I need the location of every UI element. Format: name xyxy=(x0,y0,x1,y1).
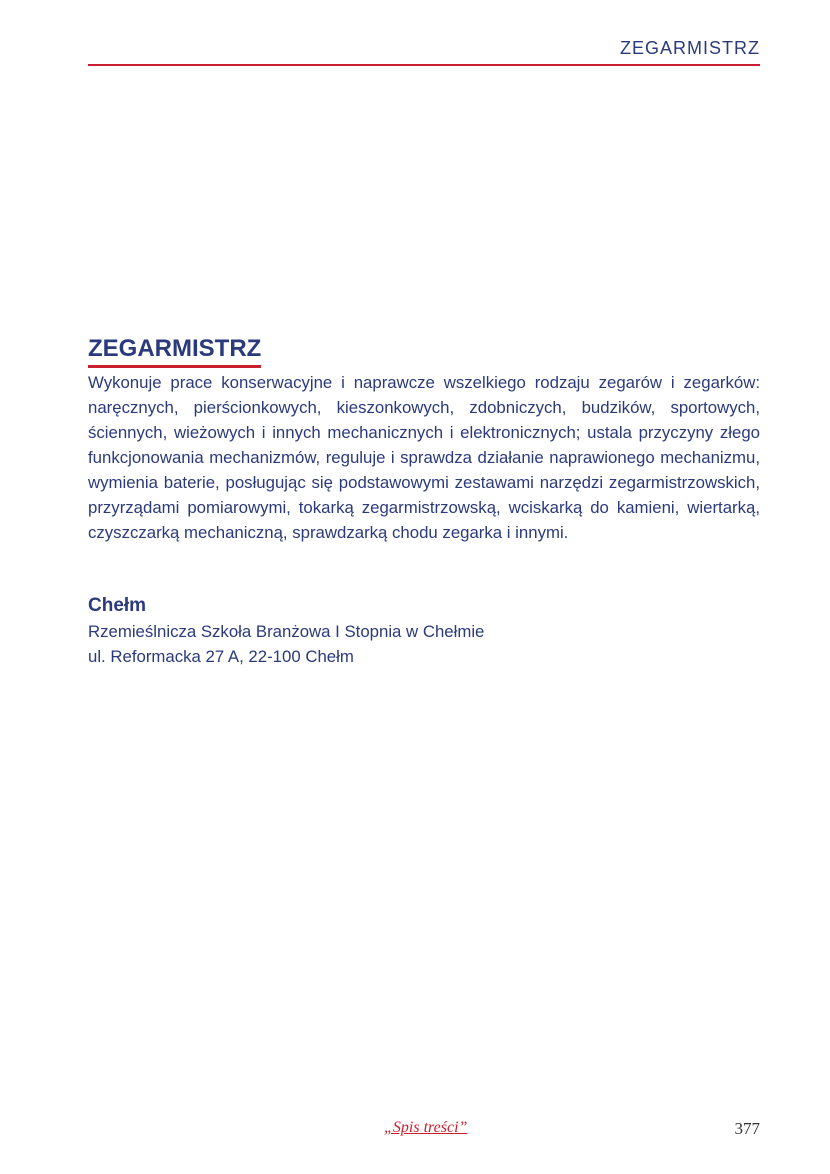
school-name: Rzemieślnicza Szkoła Branżowa I Stopnia w Chełmie xyxy=(88,622,485,641)
header-divider xyxy=(88,64,760,66)
school-address: ul. Reformacka 27 A, 22-100 Chełm xyxy=(88,647,354,666)
running-header: ZEGARMISTRZ xyxy=(620,38,760,58)
school-block xyxy=(88,593,760,669)
job-description: Wykonuje prace konserwacyjne i naprawcze wszelkiego rodzaju zegarów i zegarków: naręcznych, pierścionkowych, kieszonkowych, zdobniczych, budzików, sportowych, ściennych, wieżowych i innych mechanicznych i elektronicznych; ustala przyczyny złego funkcjonowania mechanizmów, reguluje i sprawdza działanie naprawionego mechanizmu, wymienia baterie, posługując się podstawowymi zestawami narzędzi zegarmistrzowskich, przyrządami pomiarowymi, tokarką zegarmistrzowską, wciskarką do kamieni, wiertarką, czyszczarką mechaniczną, sprawdzarką chodu zegarka i innymi. xyxy=(88,373,760,542)
school-city: Chełm xyxy=(88,595,147,616)
table-of-contents-link[interactable]: „Spis treści” xyxy=(384,1119,468,1136)
job-title: ZEGARMISTRZ xyxy=(88,334,261,368)
main-content xyxy=(88,334,760,669)
page-number: 377 xyxy=(734,1119,760,1138)
